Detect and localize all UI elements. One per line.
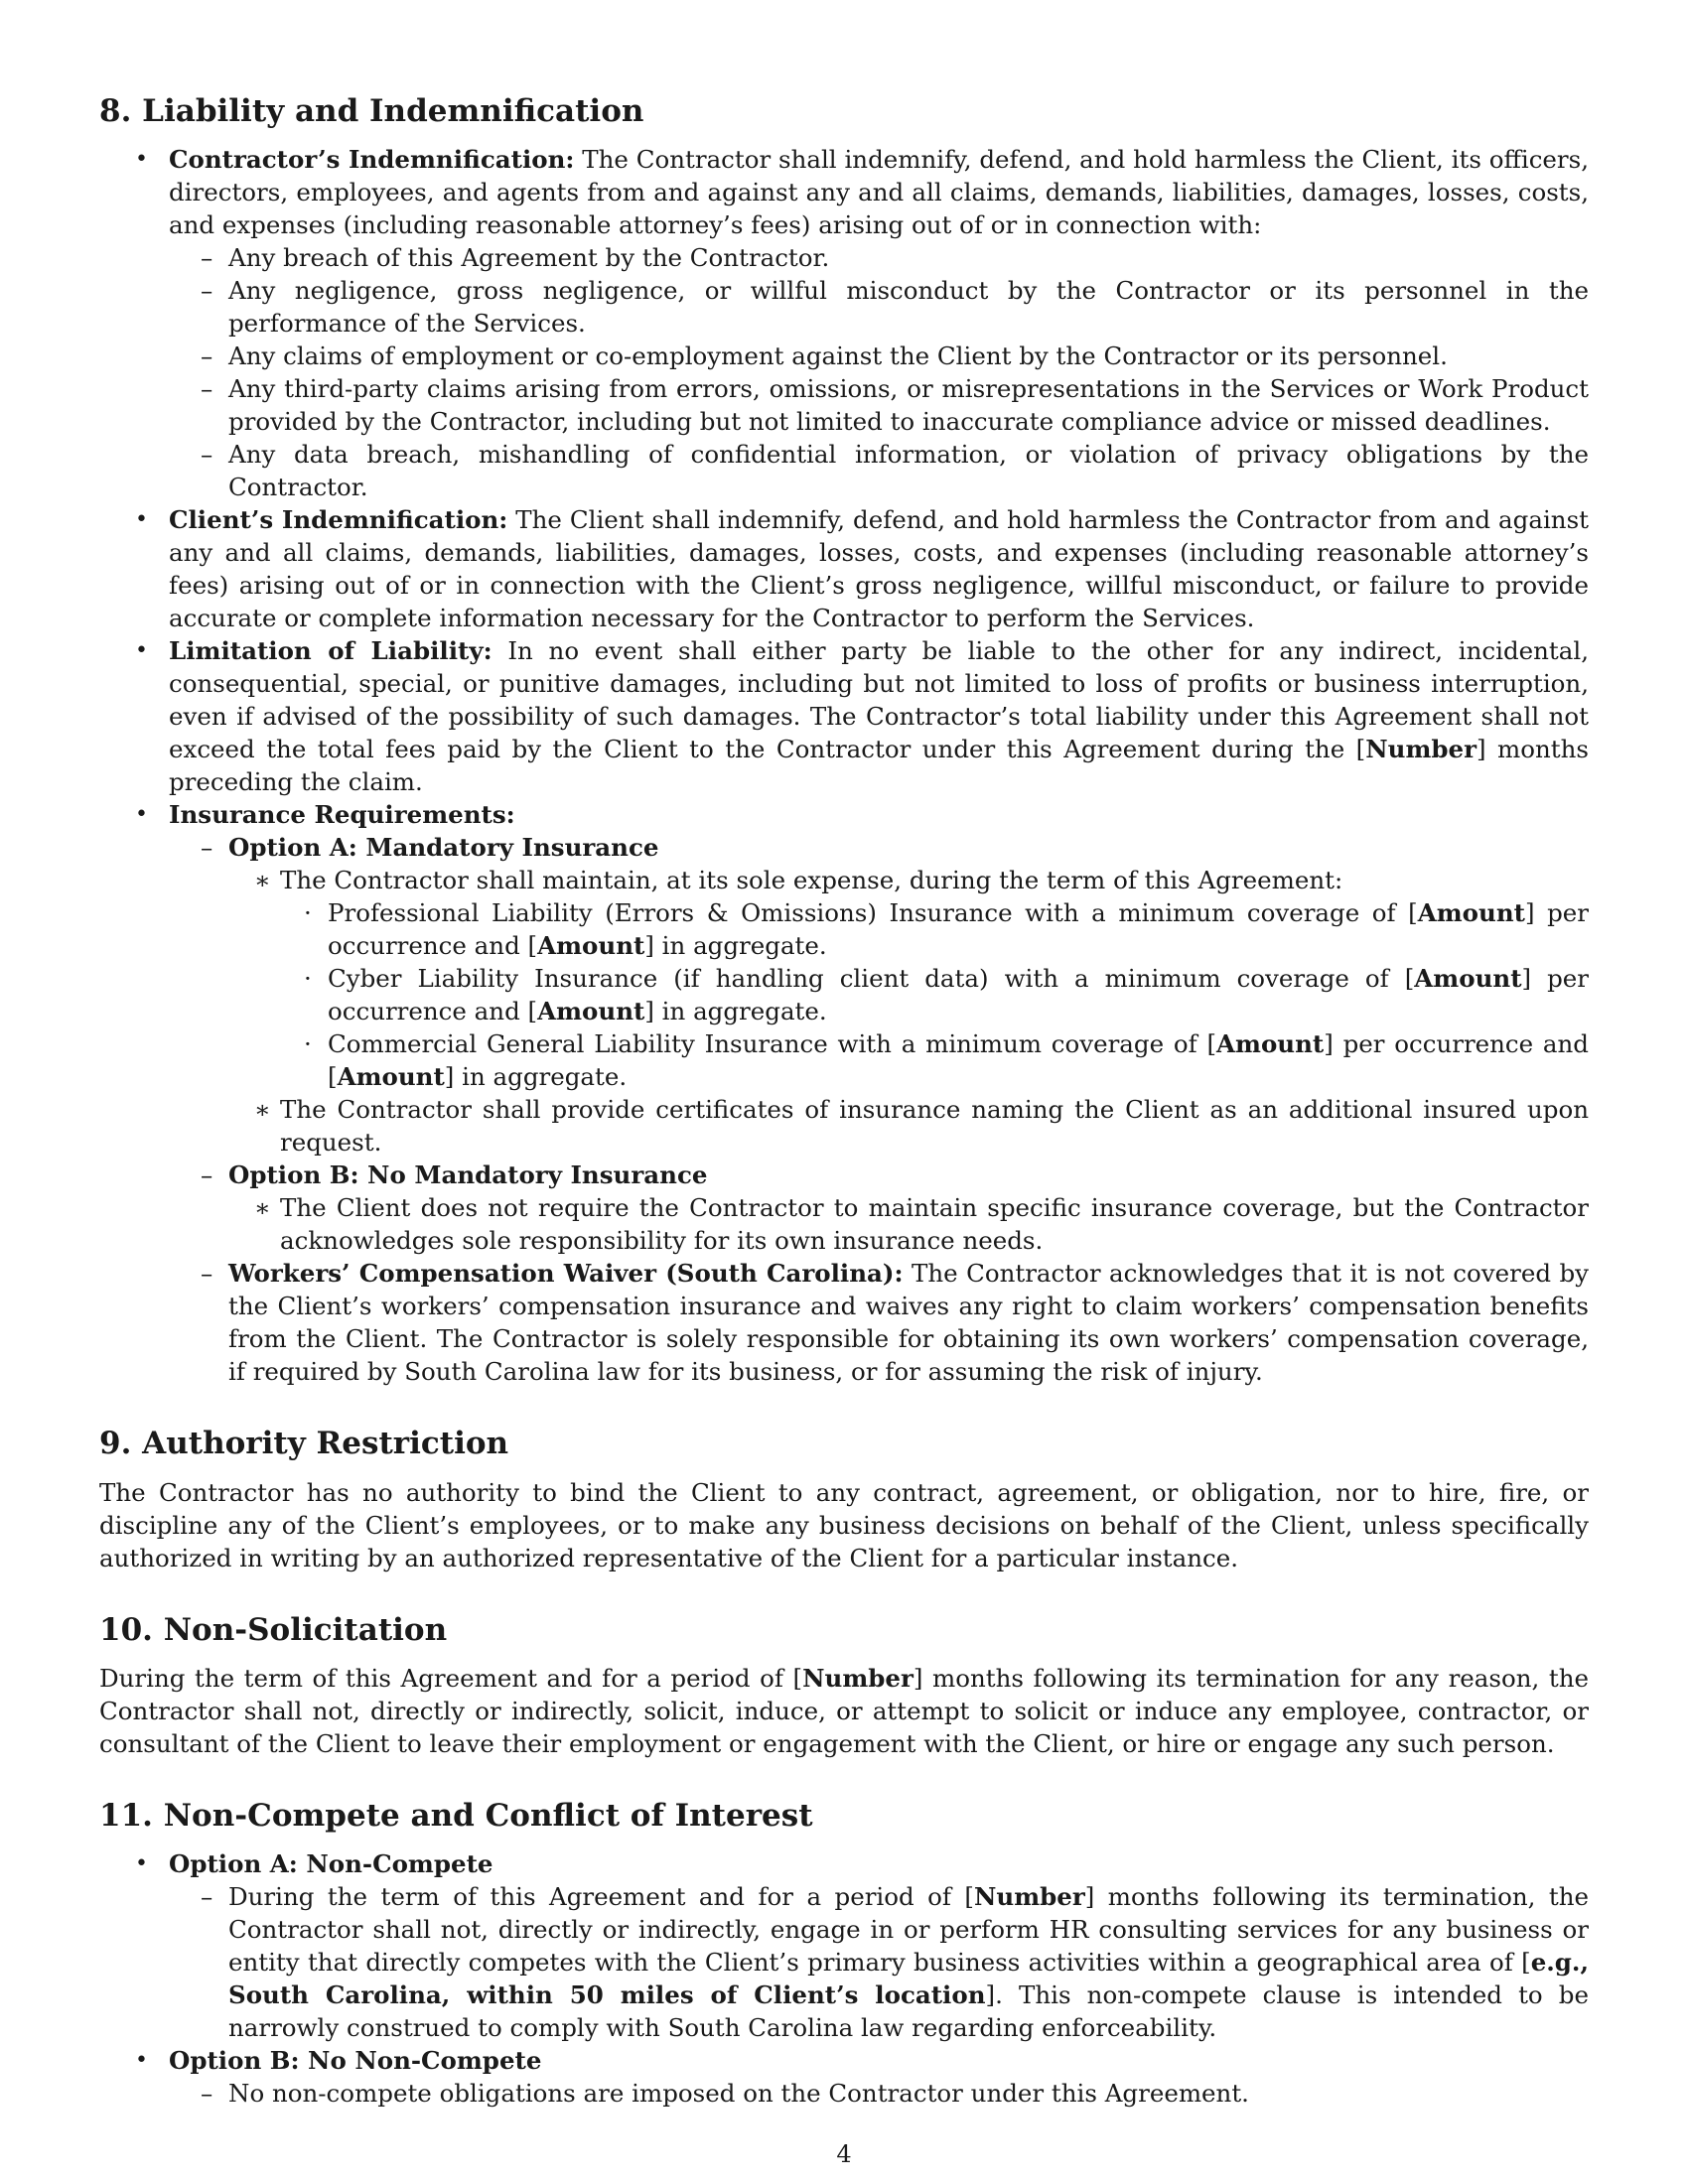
section-heading: 8. Liability and Indemnification	[99, 93, 644, 129]
dash-marker: –	[201, 243, 213, 273]
item-label: Insurance Requirements:	[169, 800, 515, 830]
placeholder: Amount	[537, 997, 645, 1026]
section-heading: 10. Non-Solicitation	[99, 1611, 448, 1648]
sub-item	[201, 1159, 1589, 1257]
sub-item-text: Any negligence, gross negligence, or willful misconduct by the Contractor or its personnel in the performance of the Services.	[228, 276, 1589, 339]
dot-marker: ·	[304, 898, 312, 928]
sub-sub-list	[254, 1191, 1589, 1257]
bullet-marker: •	[135, 802, 148, 828]
asterisk-marker: ∗	[254, 1193, 271, 1223]
policy-item	[304, 1027, 1589, 1093]
placeholder: Amount	[1417, 898, 1525, 928]
item-text: The Contractor shall indemnify, defend, and hold harmless the Client, its officers, directors, employees, and agents from and against any and all claims, demands, liabilities, damages, losses, costs, and expenses (including reasonable attorney’s fees) arising out of or in connection with:	[169, 145, 1589, 240]
section-11	[99, 1796, 1589, 2110]
sub-item	[201, 372, 1589, 438]
option-label: Option A: Mandatory Insurance	[228, 833, 659, 863]
section-10	[99, 1610, 1589, 1760]
dash-marker: –	[201, 276, 213, 306]
bullet-list	[99, 143, 1589, 1388]
dot-marker: ·	[304, 964, 312, 994]
sub-sub-item	[254, 864, 1589, 1093]
asterisk-marker: ∗	[254, 866, 271, 895]
policy-text: ] per occurrence and [	[328, 898, 1589, 961]
sub-sub-list	[254, 864, 1589, 1159]
section-body	[99, 1662, 1589, 1760]
placeholder: Number	[802, 1663, 914, 1693]
policy-text: Cyber Liability Insurance (if handling client data) with a minimum coverage of [	[328, 964, 1415, 994]
list-item	[99, 2044, 1589, 2110]
policy-text: ] in aggregate.	[644, 931, 827, 961]
bullet-marker: •	[135, 147, 148, 173]
sub-list	[201, 2077, 1589, 2110]
placeholder: Amount	[537, 931, 645, 961]
bullet-marker: •	[135, 1851, 148, 1877]
policy-text: ] in aggregate.	[644, 997, 827, 1026]
bullet-marker: •	[135, 638, 148, 664]
sub-item	[201, 241, 1589, 274]
placeholder: Number	[1365, 735, 1477, 764]
list-item	[99, 143, 1589, 503]
policy-list	[304, 896, 1589, 1093]
placeholder: Amount	[337, 1062, 445, 1092]
item-label: Contractor’s Indemnification:	[169, 145, 575, 175]
sub-item	[201, 1257, 1589, 1388]
dot-marker: ·	[304, 1029, 312, 1059]
list-item	[99, 798, 1589, 1388]
item-label: Limitation of Liability:	[169, 636, 492, 666]
policy-text: ] per occurrence and [	[328, 964, 1589, 1026]
option-label: Option B: No Mandatory Insurance	[228, 1160, 708, 1190]
sub-list	[201, 241, 1589, 503]
sub-item	[201, 438, 1589, 503]
bullet-list	[99, 1847, 1589, 2110]
dash-marker: –	[201, 341, 213, 371]
dash-marker: –	[201, 1160, 213, 1190]
dash-marker: –	[201, 440, 213, 470]
list-item	[99, 1847, 1589, 2044]
bullet-marker: •	[135, 507, 148, 533]
page-number: 4	[836, 2140, 852, 2168]
list-item	[99, 503, 1589, 634]
body-text: During the term of this Agreement and for a period of [	[99, 1663, 803, 1693]
item-text: ] months preceding the claim.	[169, 735, 1589, 797]
sub-item-text: Any data breach, mishandling of confidential information, or violation of privacy obligations by the Contractor.	[228, 440, 1589, 502]
asterisk-marker: ∗	[254, 1095, 271, 1125]
sub-item-text: ] months following its termination, the Contractor shall not, directly or indirectly, engage in or perform HR consulting services for any business or entity that directly competes with the Client’s primary business activities within a geographical area of [	[228, 1882, 1589, 1978]
option-label: Workers’ Compensation Waiver (South Carolina):	[228, 1259, 904, 1289]
sub-item-text: Any claims of employment or co-employment against the Client by the Contractor or its personnel.	[228, 341, 1448, 371]
policy-text: ] in aggregate.	[444, 1062, 628, 1092]
policy-item	[304, 962, 1589, 1027]
sub-item	[201, 1880, 1589, 2044]
sub-sub-item-text: The Contractor shall provide certificates of insurance naming the Client as an additional insured upon request.	[280, 1095, 1589, 1158]
sub-sub-item-text: The Contractor shall maintain, at its sole expense, during the term of this Agreement:	[280, 866, 1343, 895]
sub-sub-item	[254, 1093, 1589, 1159]
dash-marker: –	[201, 1259, 213, 1289]
item-text: The Client shall indemnify, defend, and hold harmless the Contractor from and against any and all claims, demands, liabilities, damages, losses, costs, and expenses (including reasonable attorney’s fees) arising out of or in connection with the Client’s gross negligence, willful misconduct, or failure to provide accurate or complete information necessary for the Contractor to perform the Services.	[169, 505, 1589, 633]
option-label: Option B: No Non-Compete	[169, 2046, 542, 2076]
sub-item-text: Any breach of this Agreement by the Contractor.	[228, 243, 830, 273]
sub-sub-item-text: The Client does not require the Contractor to maintain specific insurance coverage, but the Contractor acknowledges sole responsibility for its own insurance needs.	[280, 1193, 1589, 1256]
section-heading: 11. Non-Compete and Conflict of Interest	[99, 1797, 813, 1834]
item-label: Client’s Indemnification:	[169, 505, 508, 535]
sub-list	[201, 1880, 1589, 2044]
sub-item-text: The Contractor acknowledges that it is not covered by the Client’s workers’ compensation insurance and waives any right to claim workers’ compensation benefits from the Client. The Contractor is solely responsible for obtaining its own workers’ compensation coverage, if required by South Carolina law for its business, or for assuming the risk of injury.	[228, 1259, 1589, 1387]
placeholder: Number	[973, 1882, 1085, 1912]
bullet-marker: •	[135, 2048, 148, 2074]
dash-marker: –	[201, 833, 213, 863]
dash-marker: –	[201, 374, 213, 404]
policy-item	[304, 896, 1589, 962]
policy-text: ] per occurrence and [	[328, 1029, 1589, 1092]
body-text: ] months following its termination for any reason, the Contractor shall not, directly or indirectly, solicit, induce, or attempt to solicit or induce any employee, contractor, or consultant of the Client to leave their employment or engagement with the Client, or hire or engage any such person.	[99, 1663, 1589, 1758]
dash-marker: –	[201, 1882, 213, 1912]
sub-item-text: ]. This non-compete clause is intended to be narrowly construed to comply with South Carolina law regarding enforceability.	[228, 1980, 1589, 2043]
section-8	[99, 91, 1589, 1388]
item-text: In no event shall either party be liable to the other for any indirect, incidental, consequential, special, or punitive damages, including but not limited to loss of profits or business interruption, even if advised of the possibility of such damages. The Contractor’s total liability under this Agreement shall not exceed the total fees paid by the Client to the Contractor under this Agreement during the [	[169, 636, 1589, 764]
placeholder: Amount	[1216, 1029, 1325, 1059]
sub-item-text: Any third-party claims arising from errors, omissions, or misrepresentations in the Services or Work Product provided by the Contractor, including but not limited to inaccurate compliance advice or missed deadlines.	[228, 374, 1589, 437]
sub-item-text: No non-compete obligations are imposed on the Contractor under this Agreement.	[228, 2079, 1249, 2109]
page-content	[99, 91, 1589, 2145]
sub-sub-item	[254, 1191, 1589, 1257]
sub-item	[201, 340, 1589, 372]
policy-text: Professional Liability (Errors & Omissions) Insurance with a minimum coverage of [	[328, 898, 1418, 928]
option-label: Option A: Non-Compete	[169, 1849, 493, 1879]
sub-item	[201, 831, 1589, 1159]
policy-text: Commercial General Liability Insurance with a minimum coverage of [	[328, 1029, 1217, 1059]
dash-marker: –	[201, 2079, 213, 2109]
list-item	[99, 634, 1589, 798]
placeholder: e.g., South Carolina, within 50 miles of Client’s location	[228, 1948, 1589, 2010]
sub-item	[201, 274, 1589, 340]
placeholder: Amount	[1414, 964, 1522, 994]
section-heading: 9. Authority Restriction	[99, 1426, 509, 1462]
sub-item-text: During the term of this Agreement and for a period of [	[228, 1882, 974, 1912]
section-9	[99, 1424, 1589, 1573]
sub-list	[201, 831, 1589, 1388]
sub-item	[201, 2077, 1589, 2110]
section-body: The Contractor has no authority to bind the Client to any contract, agreement, or obligation, nor to hire, fire, or discipline any of the Client’s employees, or to make any business decisions on behalf of the Client, unless specifically authorized in writing by an authorized representative of the Client for a particular instance.	[99, 1477, 1589, 1572]
